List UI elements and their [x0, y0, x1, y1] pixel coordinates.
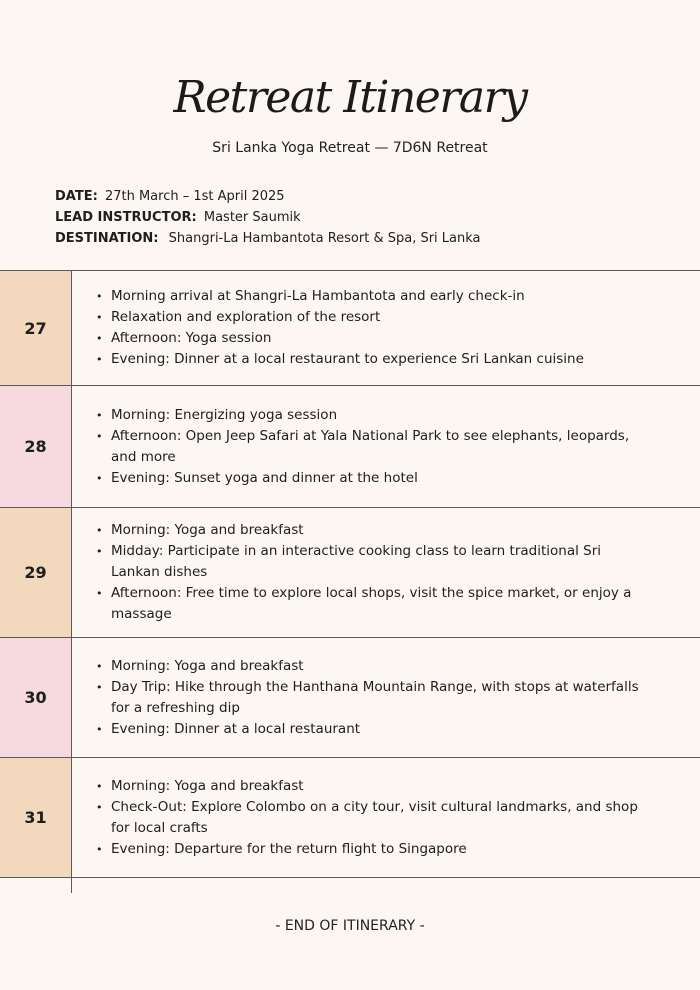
activity-item: • Afternoon: Open Jeep Safari at Yala National Park to see elephants, leopards, and more: [96, 426, 640, 468]
activity-item: • Morning: Yoga and breakfast: [96, 776, 640, 797]
itinerary-row: [0, 271, 700, 386]
day-number: 27: [0, 271, 72, 385]
page-title: Retreat Itinerary: [173, 72, 527, 123]
activity-item: • Afternoon: Yoga session: [96, 328, 584, 349]
page-subtitle: Sri Lanka Yoga Retreat — 7D6N Retreat: [212, 140, 488, 156]
activity-item: • Morning: Yoga and breakfast: [96, 520, 640, 541]
activity-list: [96, 656, 640, 740]
activity-item: • Evening: Dinner at a local restaurant to experience Sri Lankan cuisine: [96, 349, 584, 370]
itinerary-table: [0, 270, 700, 878]
destination-label: DESTINATION:: [55, 231, 159, 246]
activity-list: [96, 520, 640, 625]
activity-list: [96, 405, 640, 489]
activity-item: • Evening: Dinner at a local restaurant: [96, 719, 640, 740]
destination-value: Shangri-La Hambantota Resort & Spa, Sri Lanka: [168, 231, 481, 246]
day-activities: [72, 271, 700, 385]
activity-item: • Evening: Sunset yoga and dinner at the hotel: [96, 468, 640, 489]
activity-item: • Day Trip: Hike through the Hanthana Mountain Range, with stops at waterfalls for a refreshing dip: [96, 677, 640, 719]
activity-item: • Afternoon: Free time to explore local shops, visit the spice market, or enjoy a massage: [96, 583, 640, 625]
day-activities: [72, 508, 700, 637]
activity-item: • Morning arrival at Shangri-La Hambantota and early check-in: [96, 286, 584, 307]
retreat-details: [55, 186, 481, 249]
itinerary-row: [0, 758, 700, 878]
activity-list: [96, 776, 640, 860]
date-row: [55, 186, 481, 207]
day-number: 31: [0, 758, 72, 877]
day-activities: [72, 638, 700, 757]
day-number: 28: [0, 386, 72, 507]
instructor-value: Master Saumik: [203, 210, 301, 225]
table-divider-tail: [71, 878, 72, 893]
activity-item: • Midday: Participate in an interactive cooking class to learn traditional Sri Lankan dishes: [96, 541, 640, 583]
activity-item: • Check-Out: Explore Colombo on a city tour, visit cultural landmarks, and shop for local crafts: [96, 797, 640, 839]
destination-row: [55, 228, 481, 249]
instructor-row: [55, 207, 481, 228]
activity-item: • Morning: Energizing yoga session: [96, 405, 640, 426]
activity-item: • Evening: Departure for the return flight to Singapore: [96, 839, 640, 860]
end-of-itinerary: - END OF ITINERARY -: [275, 918, 425, 934]
date-value: 27th March – 1st April 2025: [104, 189, 285, 204]
day-number: 29: [0, 508, 72, 637]
day-number: 30: [0, 638, 72, 757]
itinerary-row: [0, 508, 700, 638]
instructor-label: LEAD INSTRUCTOR:: [55, 210, 197, 225]
activity-item: • Relaxation and exploration of the resort: [96, 307, 584, 328]
day-activities: [72, 386, 700, 507]
activity-list: [96, 286, 584, 370]
activity-item: • Morning: Yoga and breakfast: [96, 656, 640, 677]
itinerary-row: [0, 638, 700, 758]
day-activities: [72, 758, 700, 877]
itinerary-row: [0, 386, 700, 508]
date-label: DATE:: [55, 189, 98, 204]
